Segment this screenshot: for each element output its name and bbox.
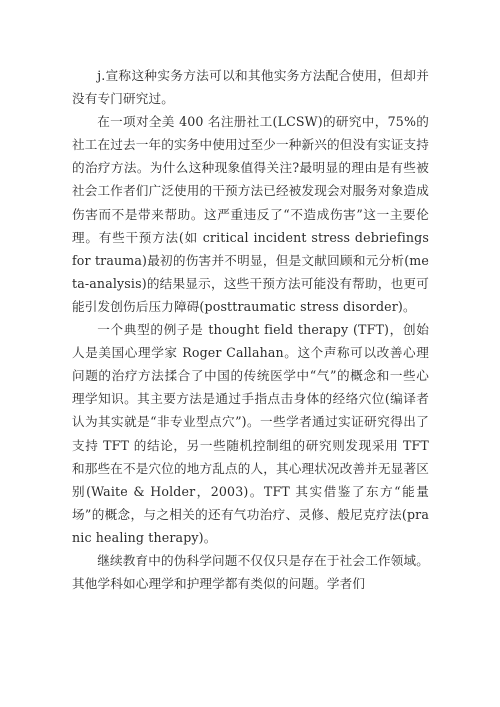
paragraph: 在一项对全美 400 名注册社工(LCSW)的研究中，75%的社工在过去一年的实务中使用过至少一种新兴的但没有实证支持的治疗方法。为什么这种现象值得关注?最明显的理由是有些被社会工作者们广泛使用的干预方法已经被发现会对服务对象造成伤害而不是带来帮助。这严重违反了“不造成伤害”这一主要伦理。有些干预方法(如 critical incident stress debriefings for trauma)最初的伤害并不明显，但是文献回顾和元分析(meta-analysis)的结果显示，这些干预方法可能没有帮助，也更可能引发创伤后压力障碍(posttraumatic stress disorder)。	[72, 114, 429, 314]
paragraph: j.宣称这种实务方法可以和其他实务方法配合使用，但却并没有专门研究过。	[72, 68, 429, 107]
paragraph: 一个典型的例子是 thought field therapy (TFT)，创始人是美国心理学家 Roger Callahan。这个声称可以改善心理问题的治疗方法揉合了中国的传统医学中“气”的概念和一些心理学知识。其主要方法是通过手指点击身体的经络穴位(编译者认为其实就是“非专业型点穴”)。一些学者通过实证研究得出了支持 TFT 的结论，另一些随机控制组的研究则发现采用 TFT 和那些在不是穴位的地方乱点的人，其心理状况改善并无显著区别(Waite & Holder，2003)。TFT 其实借鉴了东方“能量场”的概念，与之相关的还有气功治疗、灵修、般尼克疗法(pranic healing therapy)。	[72, 322, 429, 545]
document-body	[72, 64, 429, 595]
paragraph: 继续教育中的伪科学问题不仅仅只是存在于社会工作领域。其他学科如心理学和护理学都有类似的问题。学者们	[72, 552, 429, 592]
